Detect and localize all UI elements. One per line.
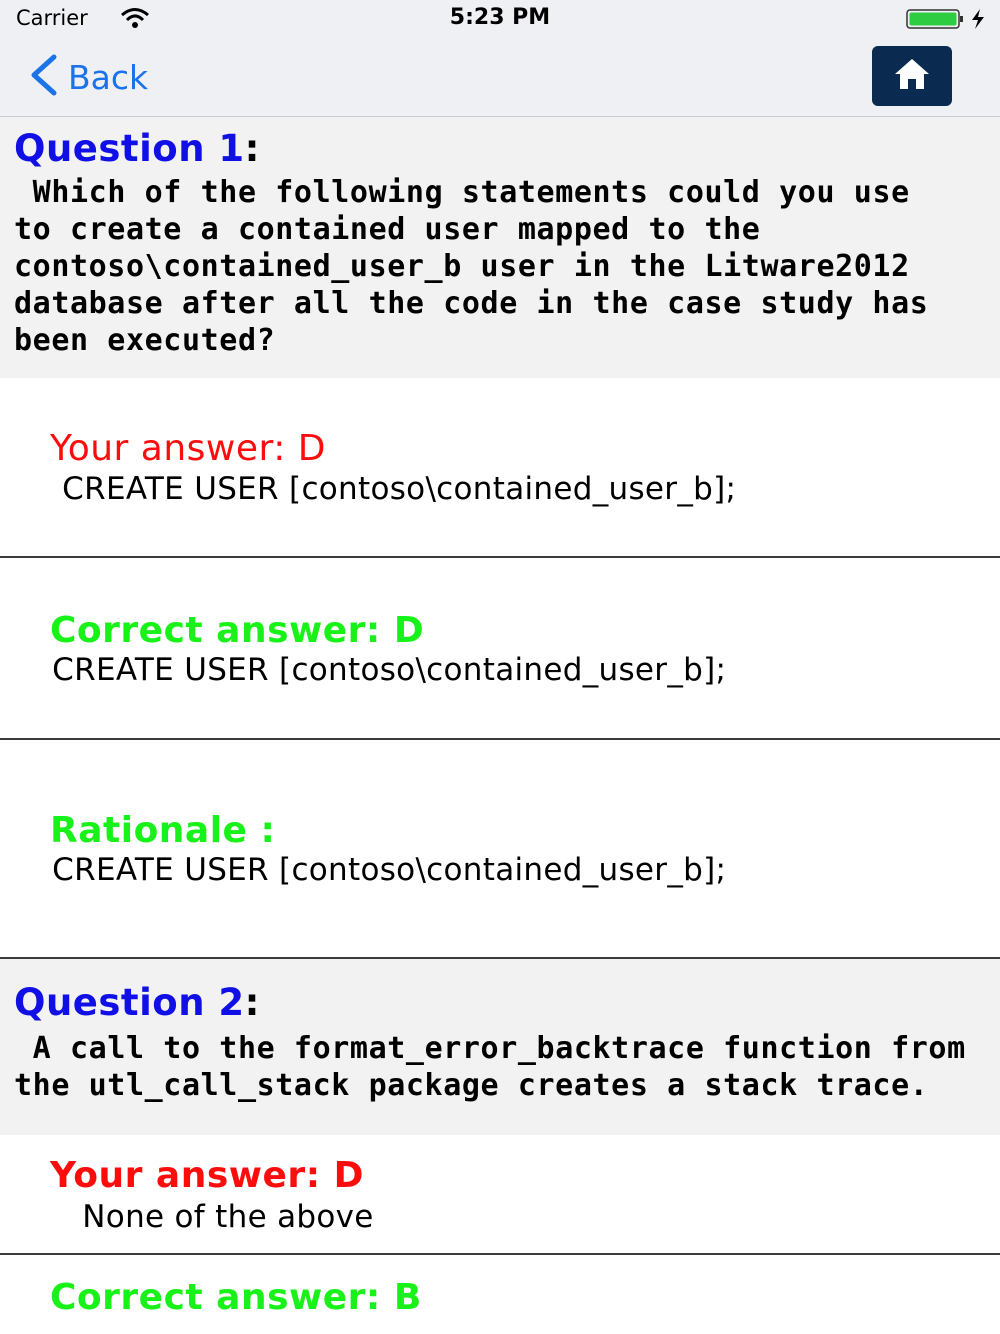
- divider: [0, 556, 1000, 558]
- question-2-block: [0, 959, 1000, 1135]
- carrier-label: Carrier: [16, 6, 88, 30]
- question-2-title-text: Question 2: [14, 981, 245, 1024]
- question-1-title: [14, 127, 260, 170]
- question-2-correct-answer-label: Correct answer: B: [50, 1277, 422, 1318]
- question-2-your-answer-text: None of the above: [62, 1199, 374, 1235]
- divider: [0, 738, 1000, 740]
- question-1-colon: :: [244, 127, 260, 170]
- question-2-your-answer-label: Your answer: D: [50, 1155, 365, 1196]
- chevron-left-icon: [28, 54, 58, 100]
- navigation-bar: [0, 38, 1000, 117]
- question-1-your-answer-label: Your answer: D: [50, 428, 326, 469]
- status-bar: [0, 0, 1000, 38]
- question-2-title: [14, 981, 260, 1024]
- question-1-text: Which of the following statements could you use to create a contained user mapped to the contoso\contained_user_b user in the Litware2012 database after all the code in the case study has been executed?: [14, 175, 929, 358]
- back-label: Back: [68, 57, 149, 97]
- question-2-text: A call to the format_error_backtrace function from the utl_call_stack package creates a stack trace.: [14, 1031, 966, 1103]
- question-1-correct-answer-label: Correct answer: D: [50, 610, 425, 651]
- home-button[interactable]: [872, 46, 952, 106]
- status-time: 5:23 PM: [449, 5, 551, 30]
- question-1-your-answer-text: CREATE USER [contoso\contained_user_b];: [52, 471, 737, 507]
- question-1-block: [0, 117, 1000, 378]
- battery-icon: [906, 8, 962, 30]
- back-button[interactable]: [28, 54, 148, 100]
- question-1-correct-answer-text: CREATE USER [contoso\contained_user_b];: [42, 652, 727, 688]
- home-icon: [893, 57, 931, 95]
- divider: [0, 1253, 1000, 1255]
- question-1-rationale-text: CREATE USER [contoso\contained_user_b];: [42, 852, 727, 888]
- question-1-rationale-label: Rationale :: [50, 810, 276, 851]
- question-1-title-text: Question 1: [14, 127, 245, 170]
- question-2-colon: :: [244, 981, 260, 1024]
